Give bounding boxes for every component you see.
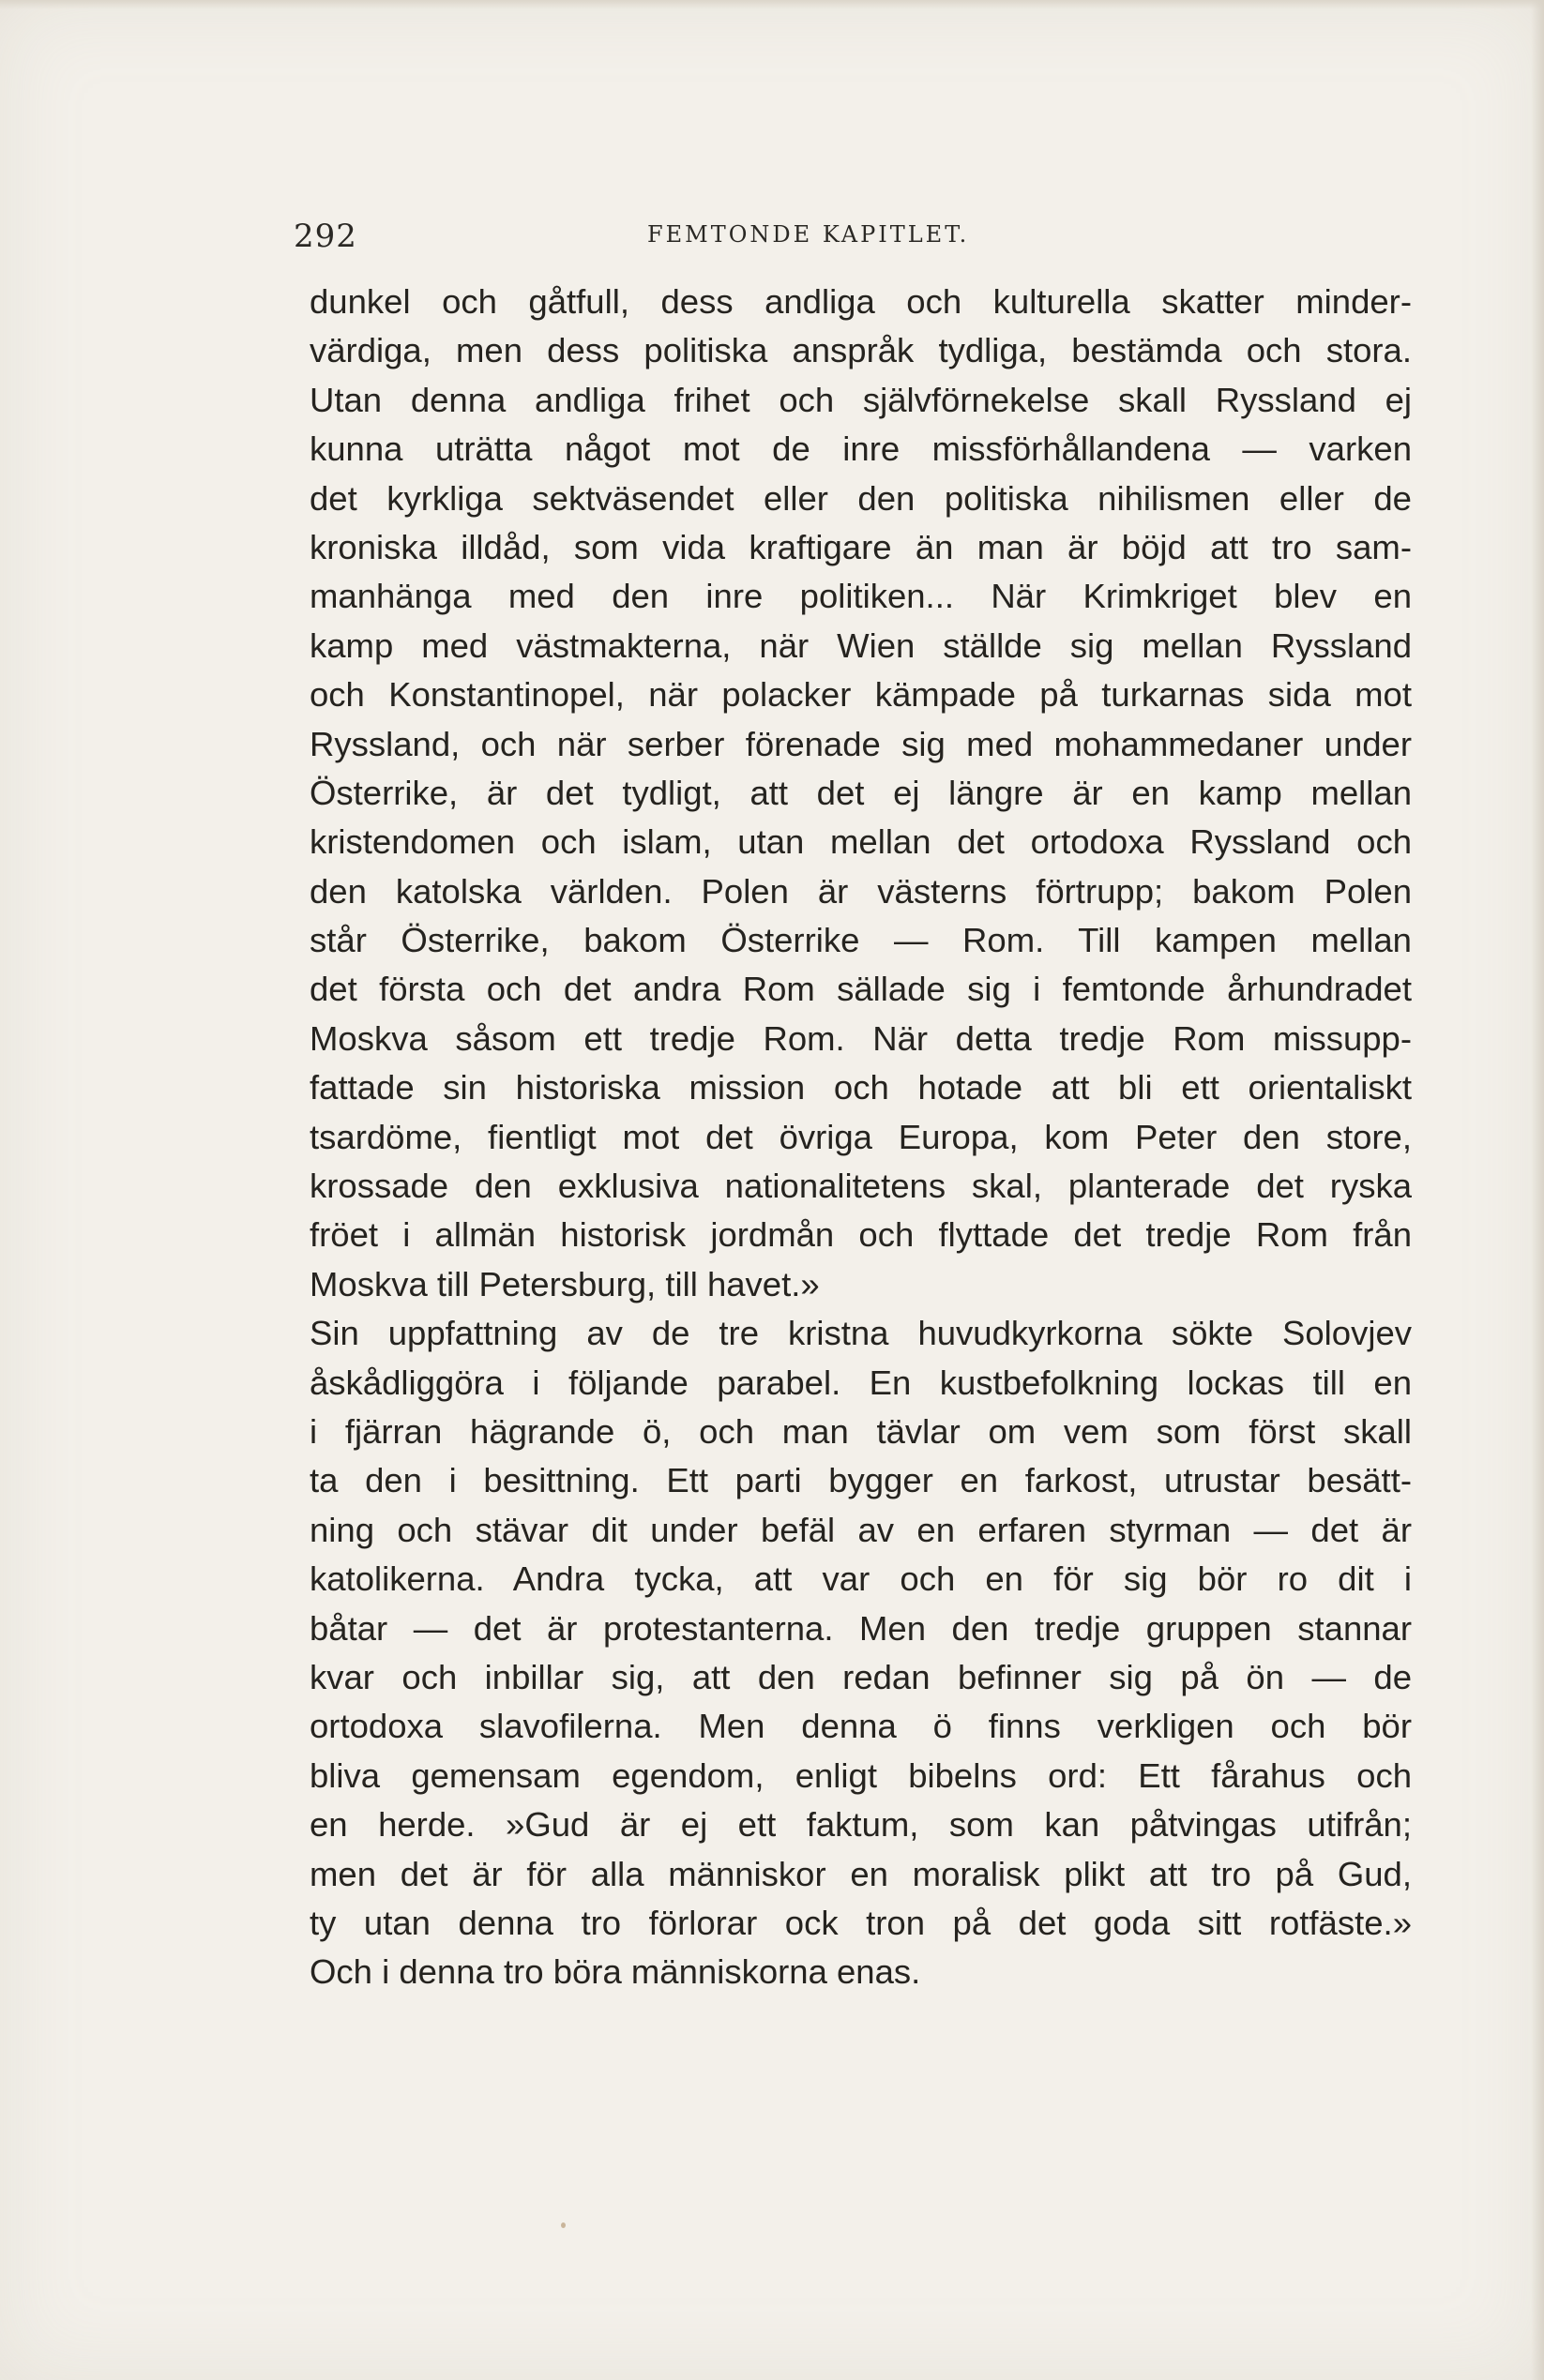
text-line: dunkel och gåtfull, dess andliga och kulturella skatter minder-	[310, 282, 1412, 321]
text-line: Sin uppfattning av de tre kristna huvudkyrkorna sökte Solovjev	[310, 1314, 1412, 1353]
text-line: kroniska illdåd, som vida kraftigare än man är böjd att tro sam-	[310, 527, 1412, 566]
text-line: men det är för alla människor en moralisk plikt att tro på Gud,	[310, 1854, 1412, 1893]
text-line: Och i denna tro böra människorna enas.	[310, 1952, 921, 1992]
page-number: 292	[294, 218, 357, 255]
text-line: fröet i allmän historisk jordmån och flyttade det tredje Rom från	[310, 1215, 1412, 1255]
text-line: manhänga med den inre politiken... När Krimkriget blev en	[310, 577, 1412, 616]
text-line: Moskva till Petersburg, till havet.»	[310, 1264, 820, 1303]
text-line: katolikerna. Andra tycka, att var och en för sig bör ro dit i	[310, 1559, 1412, 1599]
text-line: den katolska världen. Polen är västerns förtrupp; bakom Polen	[310, 871, 1412, 911]
body-text	[310, 278, 1412, 1997]
text-line: krossade den exklusiva nationalitetens skal, planterade det ryska	[310, 1167, 1412, 1206]
text-line: kristendomen och islam, utan mellan det ortodoxa Ryssland och	[310, 822, 1412, 862]
text-line: kamp med västmakterna, när Wien ställde sig mellan Ryssland	[310, 625, 1412, 665]
text-line: en herde. »Gud är ej ett faktum, som kan påtvingas utifrån;	[310, 1805, 1412, 1845]
text-line: ortodoxa slavofilerna. Men denna ö finns verkligen och bör	[310, 1707, 1412, 1746]
text-line: det första och det andra Rom sällade sig i femtonde århundradet	[310, 970, 1412, 1009]
text-line: Utan denna andliga frihet och självförnekelse skall Ryssland ej	[310, 380, 1412, 419]
text-line: ta den i besittning. Ett parti bygger en farkost, utrustar besätt-	[310, 1461, 1412, 1500]
page-header	[294, 212, 1410, 268]
text-line: värdiga, men dess politiska anspråk tydliga, bestämda och stora.	[310, 331, 1412, 370]
text-line: står Österrike, bakom Österrike — Rom. Till kampen mellan	[310, 921, 1412, 960]
page-top-edge	[0, 0, 1544, 9]
paper-speck	[561, 2222, 566, 2228]
text-line: åskådliggöra i följande parabel. En kustbefolkning lockas till en	[310, 1363, 1412, 1402]
text-line: tsardöme, fientligt mot det övriga Europa, kom Peter den store,	[310, 1117, 1412, 1156]
text-line: det kyrkliga sektväsendet eller den politiska nihilismen eller de	[310, 478, 1412, 518]
running-head: FEMTONDE KAPITLET.	[647, 221, 970, 248]
text-line: bliva gemensam egendom, enligt bibelns ord: Ett fårahus och	[310, 1755, 1412, 1795]
page-right-edge	[1531, 0, 1544, 2380]
text-line: båtar — det är protestanterna. Men den tredje gruppen stannar	[310, 1608, 1412, 1648]
text-line: fattade sin historiska mission och hotade att bli ett orientaliskt	[310, 1068, 1412, 1107]
text-line: Österrike, är det tydligt, att det ej längre är en kamp mellan	[310, 773, 1412, 812]
text-line: i fjärran hägrande ö, och man tävlar om vem som först skall	[310, 1411, 1412, 1451]
text-line: ning och stävar dit under befäl av en erfaren styrman — det är	[310, 1510, 1412, 1549]
text-line: Moskva såsom ett tredje Rom. När detta tredje Rom missupp-	[310, 1018, 1412, 1058]
text-line: och Konstantinopel, när polacker kämpade på turkarnas sida mot	[310, 675, 1412, 715]
text-line: kunna uträtta något mot de inre missförhållandena — varken	[310, 429, 1412, 469]
text-line: ty utan denna tro förlorar ock tron på det goda sitt rotfäste.»	[310, 1903, 1412, 1942]
text-line: kvar och inbillar sig, att den redan befinner sig på ön — de	[310, 1657, 1412, 1696]
text-line: Ryssland, och när serber förenade sig med mohammedaner under	[310, 724, 1412, 763]
